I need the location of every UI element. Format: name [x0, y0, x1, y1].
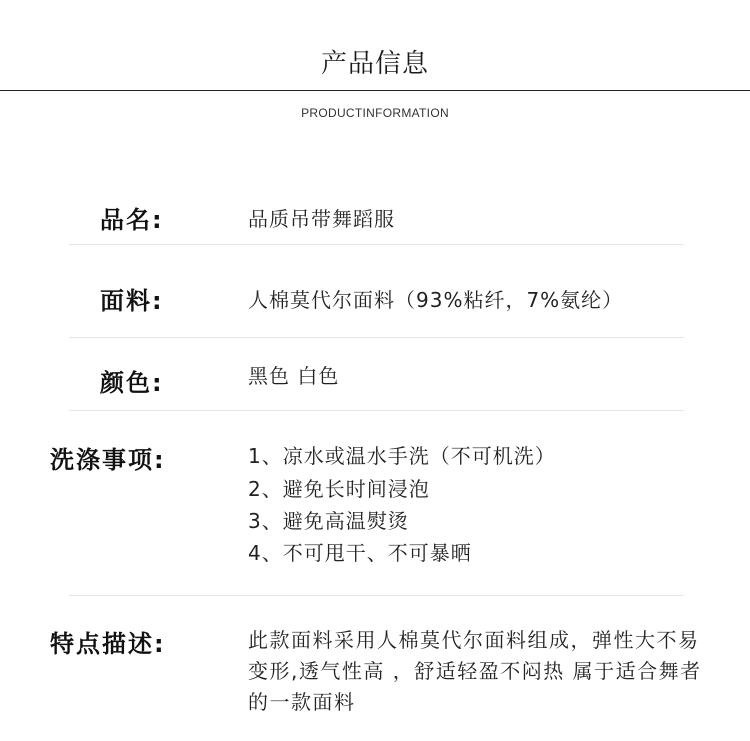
title-divider	[0, 90, 750, 91]
feature-line: 变形,透气性高 ，舒适轻盈不闷热 属于适合舞者	[248, 659, 702, 683]
row-divider	[69, 410, 684, 411]
feature-line: 此款面料采用人棉莫代尔面料组成，弹性大不易	[248, 628, 700, 652]
fabric-label: 面料:	[100, 287, 164, 315]
color-label: 颜色:	[100, 369, 164, 397]
wash-item: 1、凉水或温水手洗（不可机洗）	[248, 444, 556, 468]
feature-line: 的一款面料	[248, 690, 356, 714]
wash-item: 2、避免长时间浸泡	[248, 477, 430, 501]
row-divider	[69, 595, 684, 596]
wash-label: 洗涤事项:	[50, 446, 166, 474]
name-label: 品名:	[100, 206, 164, 234]
color-value: 黑色 白色	[248, 364, 340, 388]
feature-label: 特点描述:	[50, 630, 166, 658]
wash-item: 4、不可甩干、不可暴晒	[248, 541, 472, 565]
page-subtitle: PRODUCTINFORMATION	[301, 106, 449, 120]
name-value: 品质吊带舞蹈服	[248, 207, 395, 231]
page-title: 产品信息	[320, 49, 429, 79]
row-divider	[69, 337, 684, 338]
wash-item: 3、避免高温熨烫	[248, 509, 409, 533]
fabric-value: 人棉莫代尔面料（93%粘纤，7%氨纶）	[248, 288, 624, 312]
row-divider	[69, 244, 684, 245]
